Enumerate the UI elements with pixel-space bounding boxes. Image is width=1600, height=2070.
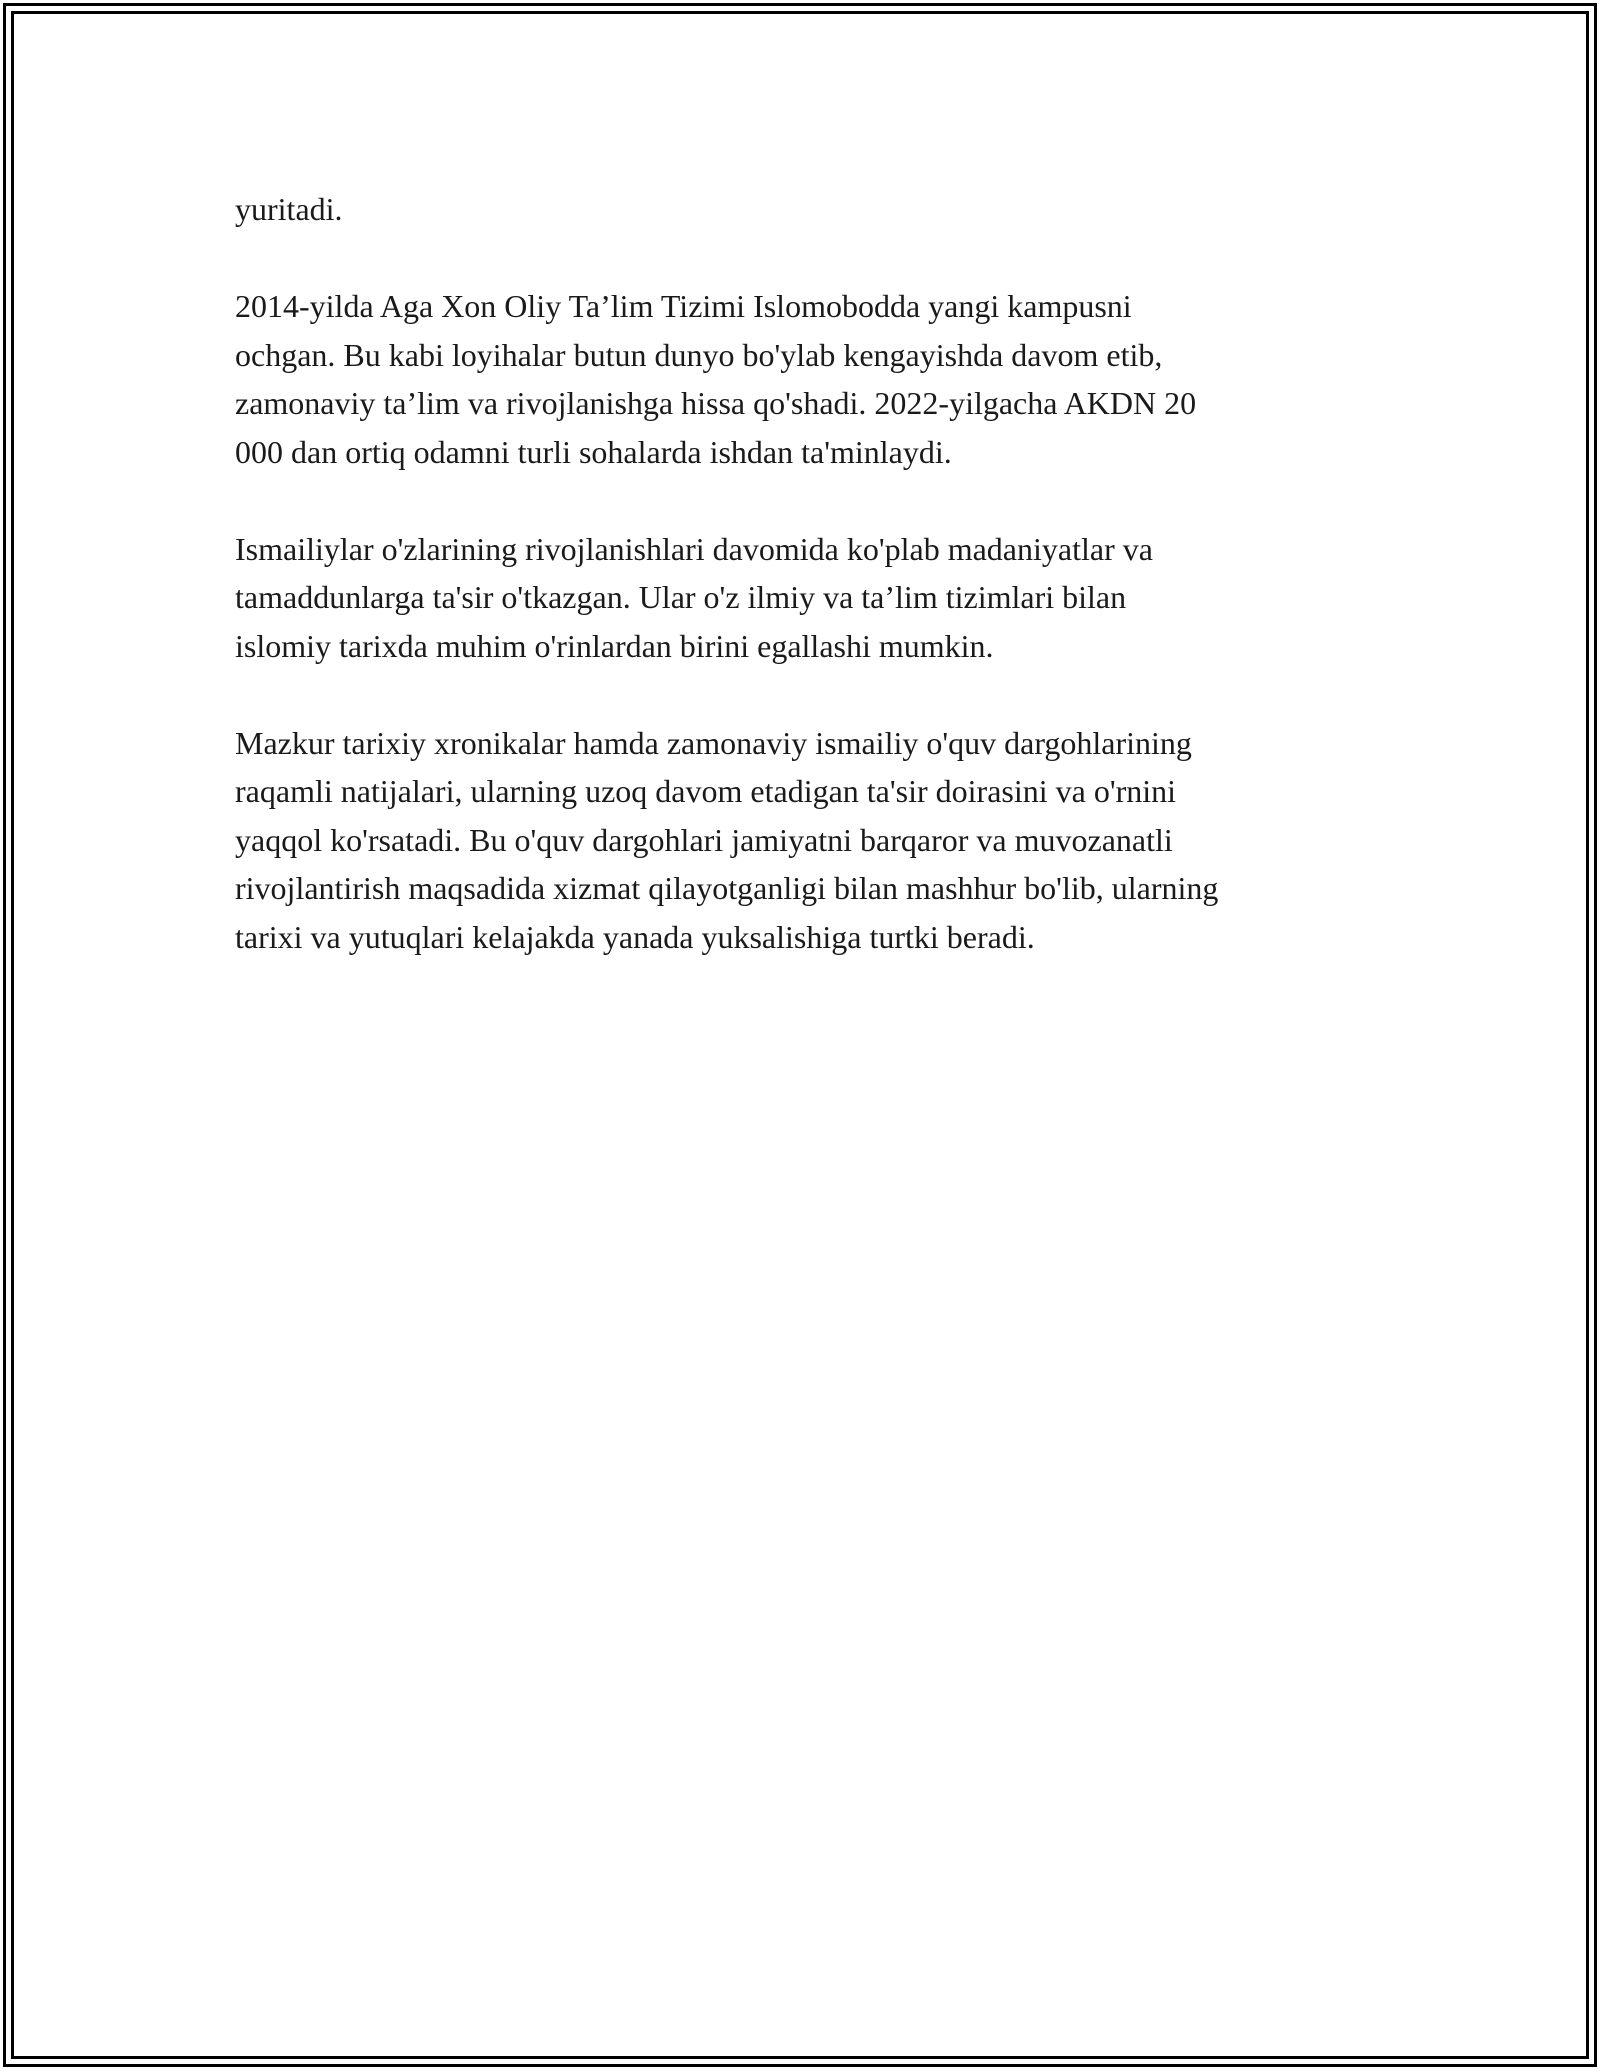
text-line: tamaddunlarga ta'sir o'tkazgan. Ular o'z ilmiy va ta’lim tizimlari bilan (235, 579, 1127, 615)
paragraph-1 (235, 185, 1370, 234)
text-line: islomiy tarixda muhim o'rinlardan birini egallashi mumkin. (235, 627, 994, 664)
text-line: rivojlantirish maqsadida xizmat qilayotganligi bilan mashhur bo'lib, ularning (235, 870, 1219, 906)
paragraph-2 (235, 282, 1370, 476)
text-line: yaqqol ko'rsatadi. Bu o'quv dargohlari jamiyatni barqaror va muvozanatli (235, 821, 1173, 858)
text-line: ochgan. Bu kabi loyihalar butun dunyo bo'ylab kengayishda davom etib, (235, 336, 1163, 373)
paragraph-3 (235, 525, 1370, 671)
text-line: zamonaviy ta’lim va rivojlanishga hissa qo'shadi. 2022-yilgacha AKDN 20 (235, 385, 1197, 421)
text-line: raqamli natijalari, ularning uzoq davom etadigan ta'sir doirasini va o'rnini (235, 773, 1177, 809)
paragraph-4 (235, 719, 1370, 962)
text-line: 000 dan ortiq odamni turli sohalarda ishdan ta'minlaydi. (235, 433, 952, 470)
text-line: 2014-yilda Aga Xon Oliy Ta’lim Tizimi Islomobodda yangi kampusni (235, 288, 1132, 324)
text-line: Ismailiylar o'zlarining rivojlanishlari davomida ko'plab madaniyatlar va (235, 530, 1153, 567)
text-line: tarixi va yutuqlari kelajakda yanada yuksalishiga turtki beradi. (235, 918, 1035, 955)
text-line: yuritadi. (235, 191, 343, 227)
text-line: Mazkur tarixiy xronikalar hamda zamonaviy ismailiy o'quv dargohlarining (235, 724, 1192, 761)
document-body (235, 185, 1370, 1010)
